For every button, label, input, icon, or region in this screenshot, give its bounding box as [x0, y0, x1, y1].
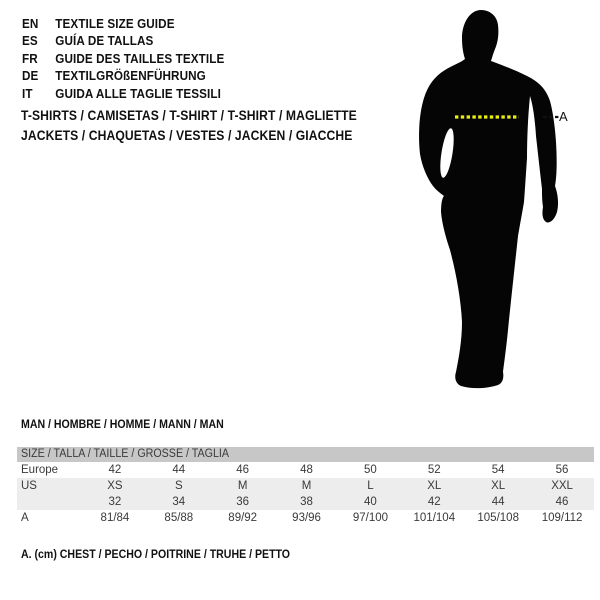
- table-cell: 54: [491, 464, 505, 476]
- table-cell: 44: [172, 464, 186, 476]
- row-label: Europe: [21, 464, 59, 476]
- table-cell: 109/112: [541, 512, 583, 524]
- table-cell: 40: [364, 496, 377, 508]
- table-cell: M: [301, 480, 312, 492]
- table-row-europe: [17, 462, 594, 478]
- table-cell: 46: [555, 496, 569, 508]
- table-cell: 42: [427, 496, 441, 508]
- language-row: [22, 15, 224, 32]
- table-header-label: SIZE / TALLA / TAILLE / GRÖSSE / TAGLIA: [21, 448, 230, 460]
- table-cell: 38: [300, 496, 313, 508]
- language-code: IT: [22, 85, 33, 101]
- category-line-tshirts: T-SHIRTS / CAMISETAS / T-SHIRT / T-SHIRT / MAGLIETTE: [21, 108, 357, 123]
- measurement-footnote: A. (cm) CHEST / PECHO / POITRINE / TRUHE / PETTO: [21, 549, 291, 561]
- man-silhouette: [415, 8, 565, 390]
- table-cell: XL: [427, 480, 442, 492]
- table-cell: 36: [236, 496, 250, 508]
- table-cell: 52: [427, 464, 441, 476]
- language-row: [22, 32, 224, 49]
- table-cell: 46: [236, 464, 250, 476]
- category-line-jackets: JACKETS / CHAQUETAS / VESTES / JACKEN / GIACCHE: [21, 128, 353, 143]
- table-cell: XXL: [551, 480, 573, 492]
- man-silhouette-body: [419, 10, 558, 388]
- language-title: GUIDE DES TAILLES TEXTILE: [55, 50, 225, 66]
- table-cell: 48: [300, 464, 313, 476]
- language-row: [22, 85, 224, 102]
- table-cell: 101/104: [413, 512, 456, 524]
- table-cell: L: [367, 480, 374, 492]
- table-cell: M: [237, 480, 248, 492]
- table-cell: 42: [108, 464, 122, 476]
- table-cell: 50: [364, 464, 377, 476]
- size-table: [17, 447, 594, 526]
- language-title: GUIDA ALLE TAGLIE TESSILI: [55, 85, 221, 101]
- row-label: US: [21, 480, 37, 492]
- language-code: DE: [22, 68, 39, 84]
- table-cell: 34: [172, 496, 186, 508]
- table-cell: 32: [108, 496, 122, 508]
- row-label: A: [21, 512, 29, 524]
- measurement-a-label: A: [559, 109, 568, 124]
- table-cell: 85/88: [164, 512, 194, 524]
- language-code: FR: [22, 50, 38, 66]
- table-row-chest: [17, 510, 594, 526]
- table-cell: XL: [491, 480, 506, 492]
- language-list: [22, 15, 224, 102]
- language-row: [22, 67, 224, 84]
- row-label: [17, 494, 83, 510]
- table-cell: 81/84: [100, 512, 130, 524]
- language-title: GUÍA DE TALLAS: [55, 33, 154, 49]
- table-cell: 93/96: [292, 512, 321, 524]
- category-list: [21, 106, 357, 146]
- table-cell: 44: [491, 496, 505, 508]
- table-cell: 97/100: [352, 512, 389, 524]
- table-row-numeric: [17, 494, 594, 510]
- language-code: EN: [22, 16, 39, 31]
- table-row-us: [17, 478, 594, 494]
- table-cell: 56: [555, 464, 569, 476]
- language-title: TEXTILE SIZE GUIDE: [55, 16, 175, 31]
- language-title: TEXTILGRÖßENFÜHRUNG: [55, 68, 206, 84]
- language-row: [22, 50, 224, 67]
- table-header-bar: [17, 447, 594, 462]
- table-cell: XS: [107, 480, 123, 492]
- table-cell: S: [174, 480, 183, 492]
- language-code: ES: [22, 33, 38, 49]
- table-cell: 89/92: [228, 512, 258, 524]
- section-title: MAN / HOMBRE / HOMME / MANN / MAN: [21, 419, 224, 431]
- table-cell: 105/108: [477, 512, 519, 524]
